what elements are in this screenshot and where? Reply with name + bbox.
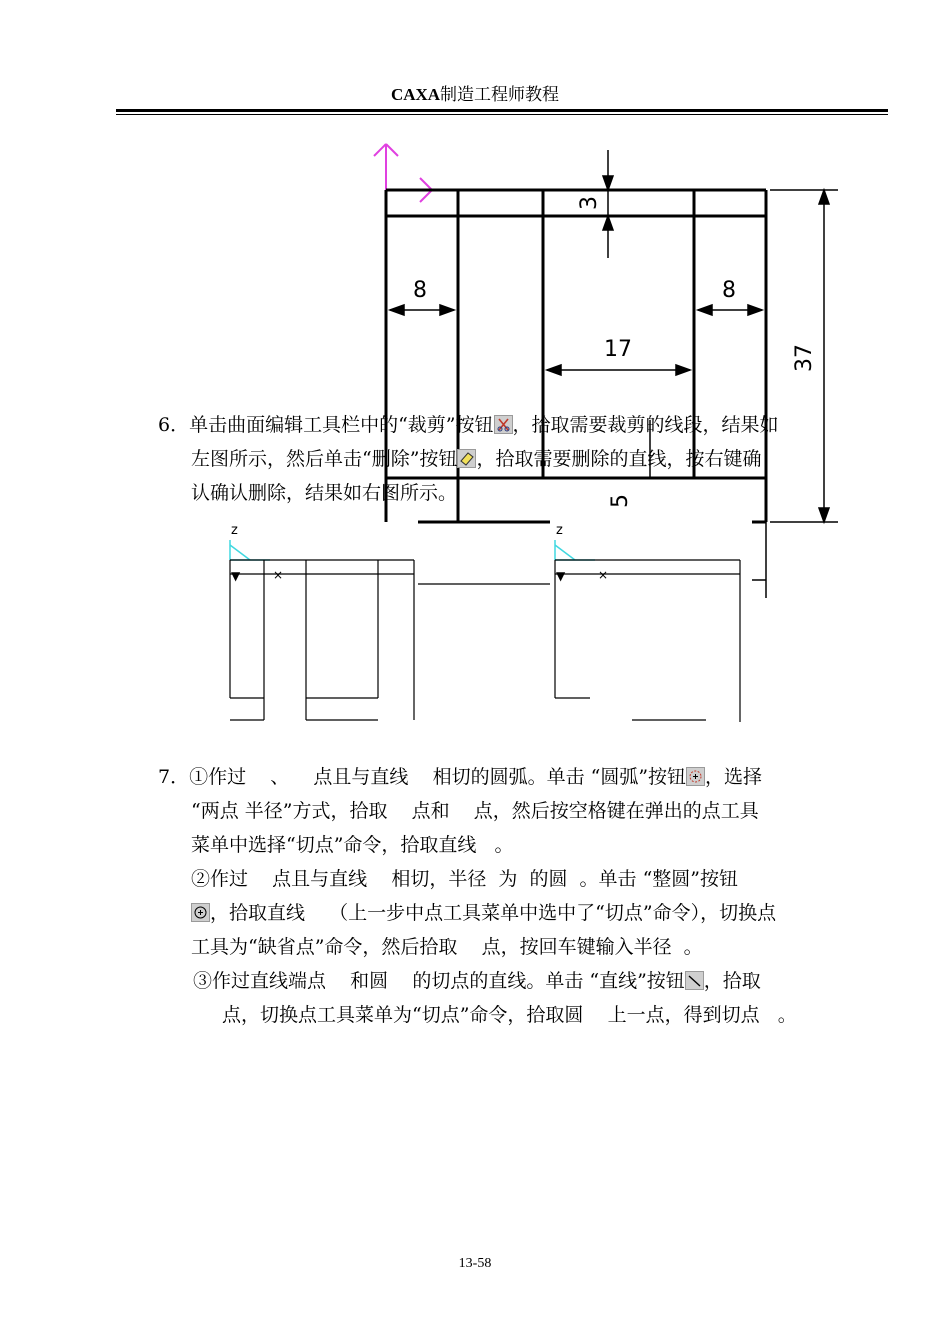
dim-8-left-label: 8 [413, 278, 427, 303]
axis-icon-right [555, 540, 595, 560]
header-title-rest: 制造工程师教程 [440, 85, 560, 105]
svg-text:×: × [273, 568, 284, 582]
step6-line1: 6．单击曲面编辑工具栏中的“裁剪”按钮 ，拾取需要裁剪的线段，结果如 [158, 414, 779, 436]
dim-3-label: 3 [577, 196, 602, 210]
dim-17-label: 17 [604, 337, 632, 362]
step7-line3: 菜单中选择“切点”命令，拾取直线 。 [191, 834, 514, 856]
step7-line8: 点，切换点工具菜单为“切点”命令，拾取圆 上一点，得到切点 。 [222, 1004, 797, 1026]
svg-text:×: × [598, 568, 609, 582]
circle-icon[interactable] [191, 903, 210, 922]
svg-text:▼: ▼ [231, 569, 241, 583]
dim-37-label: 37 [792, 344, 817, 372]
step7-line6: 工具为“缺省点”命令，然后拾取 点，按回车键输入半径 。 [191, 936, 703, 958]
page-number: 13-58 [458, 1256, 492, 1271]
step7-line1: 7．①作过 、 点且与直线 相切的圆弧。单击 “圆弧”按钮 ，选择 [158, 766, 763, 788]
step6-line2: 左图所示，然后单击“删除”按钮 ，拾取需要删除的直线，按右键确 [191, 448, 762, 470]
step6-line3: 认确认删除，结果如右图所示。 [191, 482, 458, 504]
line-icon[interactable] [685, 971, 704, 990]
step7-line5: ，拾取直线 （上一步中点工具菜单中选中了“切点”命令），切换点 [191, 896, 776, 930]
axis-label-z-left: z [231, 523, 238, 538]
header-title-bold: CAXA [390, 85, 441, 104]
right-view [555, 523, 740, 722]
step7-line7: ③作过直线端点 和圆 的切点的直线。单击 “直线”按钮 ，拾取 [193, 970, 761, 992]
arc-icon[interactable] [686, 767, 705, 786]
axis-label-z-right: z [556, 523, 563, 538]
svg-text:▼: ▼ [556, 569, 566, 583]
dim-8-right-label: 8 [722, 278, 736, 303]
axis-icon-left [230, 540, 270, 560]
step7-line2: “两点 半径”方式，拾取 点和 点，然后按空格键在弹出的点工具 [191, 800, 759, 822]
step7-line4: ②作过 点且与直线 相切，半径 为 的圆 。单击 “整圆”按钮 [191, 868, 739, 890]
left-view [230, 523, 550, 720]
dim-5-label: 5 [608, 494, 633, 508]
